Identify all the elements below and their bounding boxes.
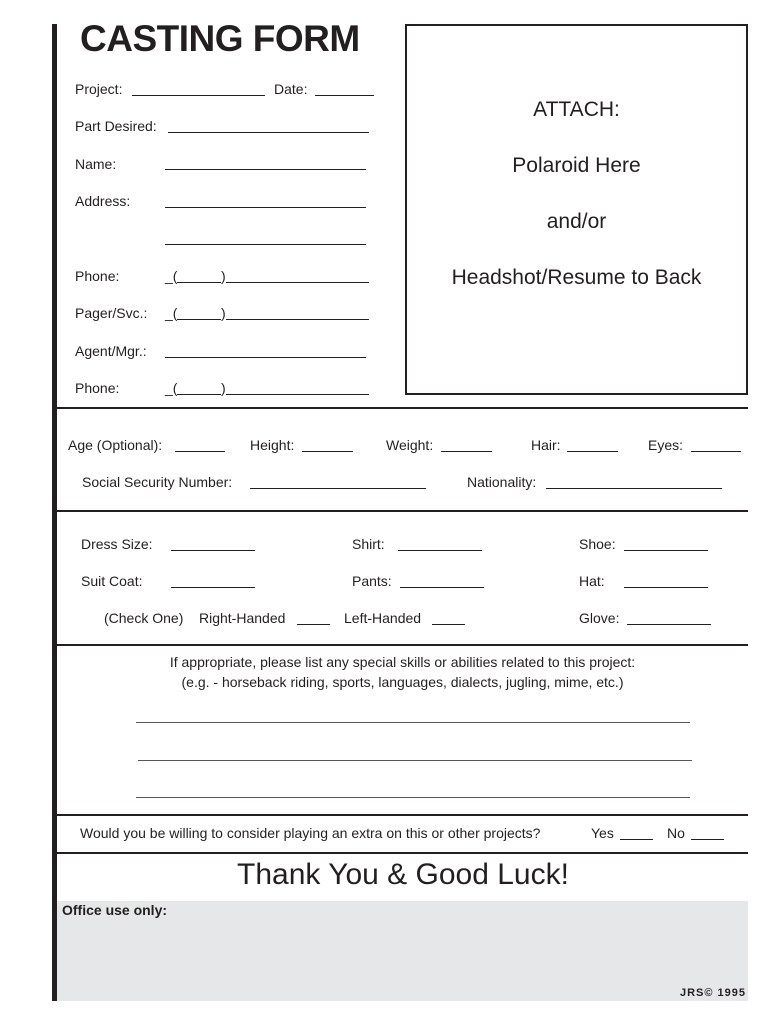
pager-area-open: _( <box>165 305 178 321</box>
ssn-label: Social Security Number: <box>82 474 233 490</box>
weight-label: Weight: <box>386 437 434 453</box>
skills-line-2[interactable] <box>138 760 692 761</box>
part-desired-label: Part Desired: <box>75 118 157 134</box>
phone-label: Phone: <box>75 268 120 284</box>
part-desired-field[interactable] <box>168 132 369 133</box>
right-handed-field[interactable] <box>297 624 330 625</box>
nationality-field[interactable] <box>546 488 722 489</box>
extra-question: Would you be willing to consider playing an extra on this or other projects? <box>80 825 541 841</box>
hair-field[interactable] <box>567 451 618 452</box>
extra-yes-field[interactable] <box>620 839 653 840</box>
address-label: Address: <box>75 193 131 209</box>
pager-area-close: ) <box>221 305 226 321</box>
glove-label: Glove: <box>579 610 620 626</box>
shirt-label: Shirt: <box>352 536 385 552</box>
phone-area-close: ) <box>221 268 226 284</box>
shoe-label: Shoe: <box>579 536 616 552</box>
phone-area-open: _( <box>165 268 178 284</box>
date-field[interactable] <box>315 95 374 96</box>
polaroid-text: Polaroid Here <box>512 154 641 177</box>
ssn-field[interactable] <box>250 488 426 489</box>
eyes-field[interactable] <box>691 451 741 452</box>
agent-phone-label: Phone: <box>75 380 120 396</box>
age-field[interactable] <box>175 451 225 452</box>
section-divider <box>57 814 748 816</box>
suit-coat-field[interactable] <box>171 587 255 588</box>
check-one-label: (Check One) <box>104 610 184 626</box>
agent-field[interactable] <box>165 357 366 358</box>
section-divider <box>57 852 748 854</box>
dress-size-field[interactable] <box>171 550 255 551</box>
hat-label: Hat: <box>579 573 605 589</box>
left-border-bar <box>52 24 57 1001</box>
pager-area-field[interactable] <box>177 319 221 320</box>
agent-phone-area-close: ) <box>221 380 226 396</box>
address-field-line1[interactable] <box>165 207 366 208</box>
agent-phone-area-field[interactable] <box>177 394 221 395</box>
height-label: Height: <box>250 437 295 453</box>
skills-examples: (e.g. - horseback riding, sports, languages, dialects, jugling, mime, etc.) <box>181 674 624 690</box>
extra-yes-label: Yes <box>591 825 614 841</box>
office-use-label: Office use only: <box>62 902 168 918</box>
form-title: CASTING FORM <box>80 18 360 59</box>
and-or-text: and/or <box>546 210 607 233</box>
left-handed-field[interactable] <box>432 624 465 625</box>
phone-area-field[interactable] <box>177 282 221 283</box>
section-divider <box>57 644 748 646</box>
skills-line-1[interactable] <box>136 722 690 723</box>
agent-label: Agent/Mgr.: <box>75 343 147 359</box>
agent-phone-number-field[interactable] <box>226 394 369 395</box>
skills-line-3[interactable] <box>136 797 690 798</box>
nationality-label: Nationality: <box>467 474 537 490</box>
project-field[interactable] <box>132 95 265 96</box>
date-label: Date: <box>274 81 308 97</box>
pager-label: Pager/Svc.: <box>75 305 148 321</box>
photo-attach-box <box>405 24 748 395</box>
height-field[interactable] <box>302 451 353 452</box>
extra-no-label: No <box>667 825 685 841</box>
shoe-field[interactable] <box>624 550 708 551</box>
shirt-field[interactable] <box>398 550 482 551</box>
weight-field[interactable] <box>441 451 492 452</box>
phone-number-field[interactable] <box>226 282 369 283</box>
left-handed-label: Left-Handed <box>344 610 422 626</box>
thank-you-message: Thank You & Good Luck! <box>237 858 569 891</box>
hair-label: Hair: <box>531 437 561 453</box>
headshot-text: Headshot/Resume to Back <box>451 266 702 289</box>
eyes-label: Eyes: <box>648 437 684 453</box>
agent-phone-area-open: _( <box>165 380 178 396</box>
hat-field[interactable] <box>624 587 708 588</box>
section-divider <box>57 510 748 512</box>
name-field[interactable] <box>165 169 366 170</box>
name-label: Name: <box>75 156 117 172</box>
suit-coat-label: Suit Coat: <box>81 573 143 589</box>
right-handed-label: Right-Handed <box>199 610 286 626</box>
dress-size-label: Dress Size: <box>81 536 153 552</box>
glove-field[interactable] <box>627 624 711 625</box>
extra-no-field[interactable] <box>691 839 724 840</box>
pants-label: Pants: <box>352 573 392 589</box>
pants-field[interactable] <box>400 587 484 588</box>
attach-heading: ATTACH: <box>533 98 620 121</box>
section-divider <box>57 407 748 409</box>
address-field-line2[interactable] <box>165 244 366 245</box>
pager-number-field[interactable] <box>226 319 369 320</box>
skills-prompt: If appropriate, please list any special skills or abilities related to this project: <box>169 654 636 670</box>
copyright-mark: JRS© 1995 <box>679 987 746 999</box>
age-label: Age (Optional): <box>68 437 163 453</box>
project-label: Project: <box>75 81 123 97</box>
